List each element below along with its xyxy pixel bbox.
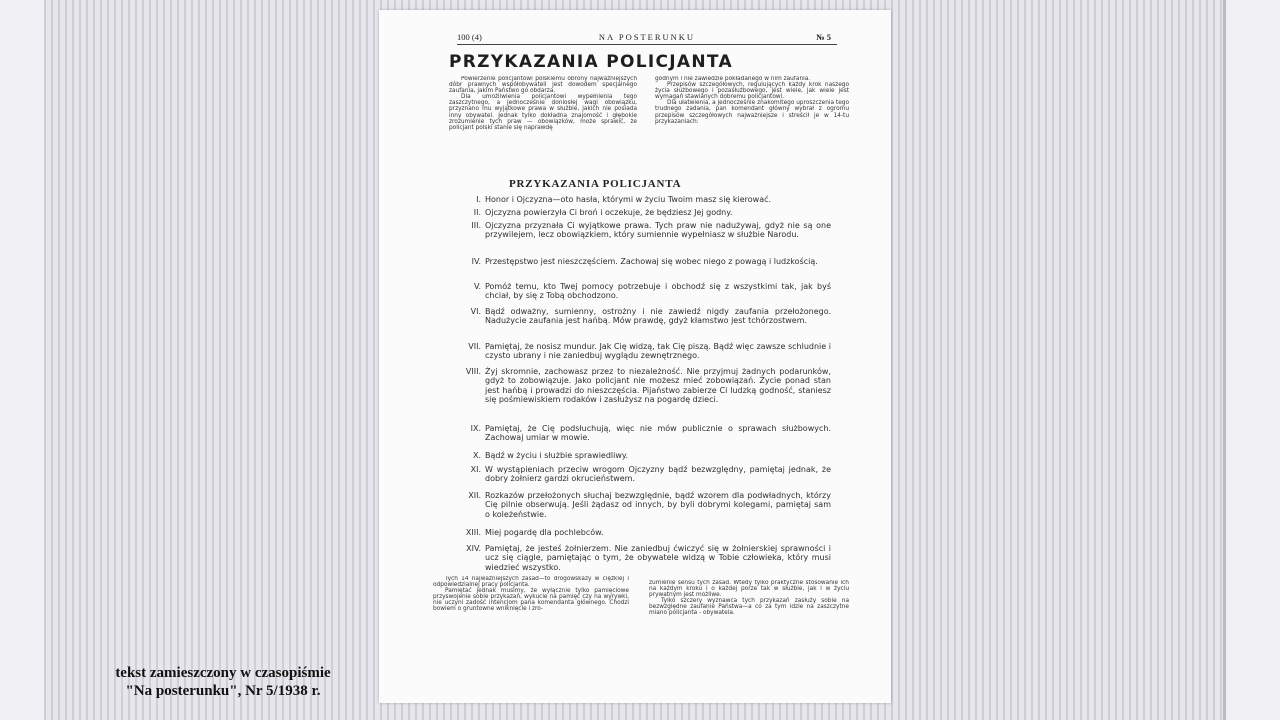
commandment-number: IX.: [470, 424, 481, 433]
commandment-text: Pomóż temu, kto Twej pomocy potrzebuje i obchodź się z wszystkimi tak, jak byś chciał, by się z Tobą obchodzono.: [485, 282, 831, 301]
page-number: 100 (4): [457, 32, 482, 42]
intro-left-paragraph: Powierzenie policjantowi polskiemu obrony najważniejszych dóbr prawnych współobywateli jest dowodem specjalnego zaufania, jakim Państwo go obdarza.: [449, 76, 637, 95]
commandment-text: W wystąpieniach przeciw wrogom Ojczyzny bądź bezwzględny, pamiętaj jednak, że dobry żołnierz gardzi okrucieństwem.: [485, 465, 831, 484]
commandment-number: XIV.: [466, 544, 481, 553]
commandment-text: Ojczyzna powierzyła Ci broń i oczekuje, że będziesz Jej godny.: [485, 208, 733, 217]
commandment-number: I.: [476, 195, 481, 204]
commandment-text: Żyj skromnie, zachowasz przez to niezależność. Nie przyjmuj żadnych podarunków, gdyż to zobowiązuje. Jako policjant nie możesz mieć zobowiązań. Życie ponad stan jest hańbą i prowadzi do nieszczęścia. Pijaństwo zabierze Ci ludzką godność, staniesz się pośmiewiskiem rodaków i zasłużysz na pogardę dzieci.: [485, 367, 831, 404]
intro-right-paragraph: godnym i nie zawiedzie pokładanego w nim zaufania.: [655, 76, 811, 82]
outro-left-column: [433, 576, 629, 656]
intro-right-column: [655, 76, 849, 176]
page-title: PRZYKAZANIA POLICJANTA: [449, 52, 733, 72]
outro-left-paragraph: Tych 14 najważniejszych zasad—to drogowskazy w ciężkiej i odpowiedzialnej pracy policjanta.: [433, 576, 629, 589]
caption-line-1: tekst zamieszczony w czasopiśmie: [115, 665, 331, 681]
source-caption: [80, 664, 366, 700]
commandment-number: VII.: [468, 342, 481, 351]
intro-left-paragraph: Dla umożliwienia policjantowi wypełnienia tego zaszczytnego, a jednocześnie doniosłej wagi obowiązku, przyznano mu wyjątkowe prawa w służbie, jakich nie posiada inny obywatel. Jednak tylko dokładna znajomość i głębokie zrozumienie tych praw — obowiązków, może sprawić, że policjant polski stanie się naprawdę: [449, 94, 637, 131]
page-header: [457, 32, 837, 45]
intro-right-paragraph: Przepisów szczegółowych, regulujących każdy krok naszego życia służbowego i pozasłużbowego, jest wiele, jak wiele jest wymagań stawianych dobremu policjantowi.: [655, 82, 849, 101]
commandment-text: Honor i Ojczyzna—oto hasła, którymi w życiu Twoim masz się kierować.: [485, 195, 772, 204]
commandment-number: IV.: [471, 257, 481, 266]
commandment-text: Rozkazów przełożonych słuchaj bezwzględnie, bądź wzorem dla podwładnych, którzy Cię pilnie obserwują. Jeśli żądasz od innych, by byli dobrymi kolegami, pamiętaj sam o koleżeństwie.: [485, 491, 831, 519]
commandment-text: Przestępstwo jest nieszczęściem. Zachowaj się wobec niego z powagą i ludzkością.: [485, 257, 818, 266]
commandment-text: Pamiętaj, że Cię podsłuchują, więc nie mów publicznie o sprawach służbowych. Zachowaj umiar w mowie.: [485, 424, 831, 443]
caption-line-2: "Na posterunku", Nr 5/1938 r.: [125, 683, 321, 699]
commandment-number: II.: [473, 208, 481, 217]
commandment-text: Ojczyzna przyznała Ci wyjątkowe prawa. Tych praw nie nadużywaj, gdyż nie są one przywilejem, lecz obowiązkiem, który sumiennie wypełniasz w służbie Narodu.: [485, 221, 831, 240]
scanned-page: [379, 10, 891, 703]
commandment-number: III.: [471, 221, 481, 230]
outro-right-paragraph: zumienie sensu tych zasad. Wtedy tylko praktyczne stosowanie ich na każdym kroku i o każdej porze tak w służbie, jak i w życiu prywatnym jest możliwe.: [649, 580, 849, 599]
commandment-text: Bądź w życiu i służbie sprawiedliwy.: [485, 451, 629, 460]
intro-right-paragraph: Dla ułatwienia, a jednocześnie znakomitego uproszczenia tego trudnego zadania, pan komendant główny wybrał z ogromu przepisów szczegółowych najważniejsze i streścił je w 14-tu przykazaniach:: [655, 100, 849, 125]
commandment-text: Bądź odważny, sumienny, ostrożny i nie zawiedź nigdy zaufania przełożonego. Nadużycie zaufania jest hańbą. Mów prawdę, gdyż kłamstwo jest tchórzostwem.: [485, 307, 831, 326]
commandment-text: Pamiętaj, że jesteś żołnierzem. Nie zaniedbuj ćwiczyć się w żołnierskiej sprawności i ucz się ciągle, pamiętając o tym, że obywatele widzą w Tobie człowieka, który musi wiedzieć wszystko.: [485, 544, 831, 572]
commandment-number: X.: [472, 451, 481, 460]
outro-right-column: [649, 580, 849, 660]
commandment-number: VI.: [470, 307, 481, 316]
left-margin-panel: [0, 0, 47, 720]
commandments-heading: PRZYKAZANIA POLICJANTA: [509, 178, 682, 190]
outro-left-paragraph: Pamiętać jednak musimy, że wyłącznie tylko pamięciowe przyswojenie sobie przykazań, wykucie na pamięć czy na wyrywki, nie uczyni zadość intencjom pana komendanta głównego. Chodzi bowiem o gruntowne wniknięcie i zro-: [433, 588, 629, 613]
outro-right-paragraph: Tylko szczery wyznawca tych przykazań zasłuży sobie na bezwzględne zaufanie Państwa—a co za tym idzie na zaszczytne miano policjanta - obywatela.: [649, 598, 849, 617]
intro-left-column: [449, 76, 637, 176]
issue-number: № 5: [816, 32, 831, 42]
right-margin-panel: [1223, 0, 1280, 720]
commandment-number: V.: [474, 282, 481, 291]
commandment-number: XIII.: [465, 528, 481, 537]
commandment-text: Pamiętaj, że nosisz mundur. Jak Cię widzą, tak Cię piszą. Bądź więc zawsze schludnie i czysto ubrany i nie zaniedbuj wyglądu zewnętrznego.: [485, 342, 831, 361]
commandment-number: XI.: [470, 465, 481, 474]
commandment-number: XII.: [468, 491, 481, 500]
commandment-text: Miej pogardę dla pochlebców.: [485, 528, 604, 537]
magazine-name: NA POSTERUNKU: [598, 32, 696, 42]
commandment-number: VIII.: [465, 367, 481, 376]
